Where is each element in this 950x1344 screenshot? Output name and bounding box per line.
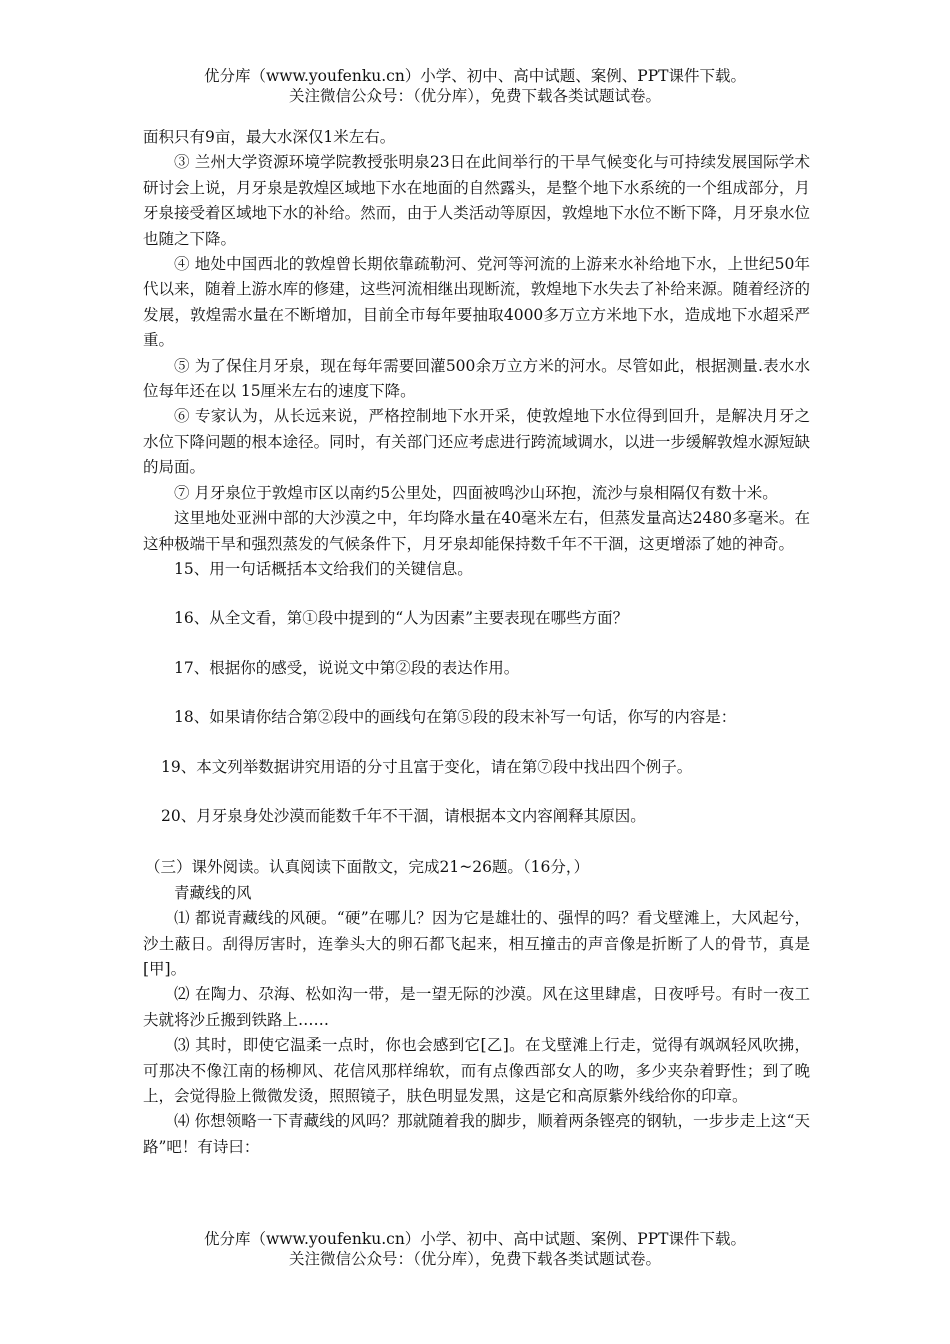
page-footer	[0, 1229, 950, 1269]
header-line-1: 优分库（www.youfenku.cn）小学、初中、高中试题、案例、PPT课件下载。	[203, 67, 747, 85]
answer-space	[143, 780, 810, 804]
page-header	[0, 66, 950, 106]
section-3-heading: （三）课外阅读。认真阅读下面散文，完成21~26题。（16分，）	[145, 858, 590, 877]
article-paragraph-7: ⑦ 月牙泉位于敦煌市区以南约5公里处，四面被鸣沙山环抱，流沙与泉相隔仅有数十米。	[174, 483, 778, 502]
answer-space	[143, 582, 810, 606]
question-20: 20、月牙泉身处沙漠而能数千年不干涸，请根据本文内容阐释其原因。	[161, 806, 646, 825]
footer-line-2: 关注微信公众号：（优分库），免费下载各类试题试卷。	[288, 1250, 661, 1268]
question-16: 16、从全文看，第①段中提到的“人为因素”主要表现在哪些方面？	[174, 609, 629, 628]
answer-space	[143, 829, 810, 855]
document-body	[143, 125, 810, 1160]
essay-paragraph-4: ⑷ 你想领略一下青藏线的风吗？那就随着我的脚步，顺着两条铿亮的钢轨，一步步走上这“天路”吧！有诗曰：	[143, 1112, 810, 1156]
question-15: 15、用一句话概括本文给我们的关键信息。	[174, 559, 473, 578]
article-paragraph-5: ⑤ 为了保住月牙泉，现在每年需要回灌500余万立方米的河水。尽管如此，根据测量.表水水位每年还在以 15厘米左右的速度下降。	[143, 356, 810, 401]
article-paragraph-3: ③ 兰州大学资源环境学院教授张明泉23日在此间举行的干旱气候变化与可持续发展国际学术研讨会上说，月牙泉是敦煌区域地下水在地面的自然露头，是整个地下水系统的一个组成部分，月牙泉接受着区域地下水的补给。然而，由于人类活动等原因，敦煌地下水位不断下降，月牙泉水位也随之下降。	[143, 153, 810, 248]
essay-paragraph-3: ⑶ 其时，即使它温柔一点时，你也会感到它[乙]。在戈壁滩上行走，觉得有飒飒轻风吹拂，可那决不像江南的杨柳风、花信风那样绵软，而有点像西部女人的吻，多少夹杂着野性；到了晚上，会觉得脸上微微发烫，照照镜子，肤色明显发黑，这是它和高原紫外线给你的印章。	[143, 1036, 810, 1105]
essay-title: 青藏线的风	[174, 883, 252, 902]
article-paragraph-6: ⑥ 专家认为，从长远来说，严格控制地下水开采，使敦煌地下水位得到回升，是解决月牙之水位下降问题的根本途径。同时，有关部门还应考虑进行跨流域调水，以进一步缓解敦煌水源短缺的局面。	[143, 407, 810, 477]
answer-space	[143, 632, 810, 656]
article-paragraph-0: 面积只有9亩，最大水深仅1米左右。	[143, 128, 396, 146]
article-paragraph-8: 这里地处亚洲中部的大沙漠之中，年均降水量在40毫米左右，但蒸发量高达2480多毫米。在这种极端干旱和强烈蒸发的气候条件下，月牙泉却能保持数千年不干涸，这更增添了她的神奇。	[143, 509, 810, 553]
question-19: 19、本文列举数据讲究用语的分寸且富于变化，请在第⑦段中找出四个例子。	[161, 757, 693, 776]
answer-space	[143, 681, 810, 705]
essay-paragraph-2: ⑵ 在陶力、尕海、松如沟一带，是一望无际的沙漠。风在这里肆虐，日夜呼号。有时一夜工夫就将沙丘搬到铁路上……	[143, 985, 810, 1029]
question-17: 17、根据你的感受，说说文中第②段的表达作用。	[174, 658, 520, 677]
answer-space	[143, 731, 810, 755]
essay-paragraph-1: ⑴ 都说青藏线的风硬。“硬”在哪儿？因为它是雄壮的、强悍的吗？看戈壁滩上，大风起兮，沙土蔽日。刮得厉害时，连拳头大的卵石都飞起来，相互撞击的声音像是折断了人的骨节，真是[甲]。	[143, 909, 810, 978]
article-paragraph-4: ④ 地处中国西北的敦煌曾长期依靠疏勒河、党河等河流的上游来水补给地下水，上世纪50年代以来，随着上游水库的修建，这些河流相继出现断流，敦煌地下水失去了补给来源。随着经济的发展，敦煌需水量在不断增加，目前全市每年要抽取4000多万立方米地下水，造成地下水超采严重。	[143, 255, 810, 350]
footer-line-1: 优分库（www.youfenku.cn）小学、初中、高中试题、案例、PPT课件下载。	[203, 1230, 747, 1248]
question-18: 18、如果请你结合第②段中的画线句在第⑤段的段末补写一句话，你写的内容是：	[174, 708, 737, 727]
header-line-2: 关注微信公众号：（优分库），免费下载各类试题试卷。	[288, 87, 661, 105]
